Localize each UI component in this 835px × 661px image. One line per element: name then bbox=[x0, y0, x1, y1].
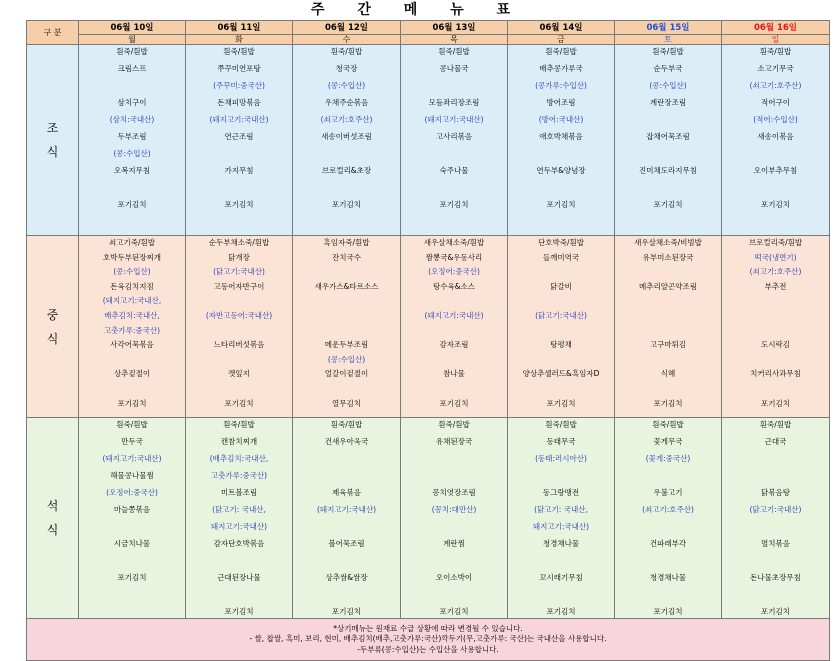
menu-item: 포기김치 bbox=[653, 607, 683, 616]
menu-item bbox=[508, 324, 614, 339]
menu-item bbox=[722, 588, 829, 605]
menu-item bbox=[722, 520, 829, 537]
dinner-day-0 bbox=[79, 418, 186, 619]
menu-item bbox=[722, 554, 829, 571]
menu-item: (오징어:중국산) bbox=[428, 267, 480, 277]
menu-item: 흰죽/흰밥 bbox=[223, 420, 255, 429]
menu-item: 얼갈이겉절이 bbox=[324, 369, 369, 379]
menu-item: 흰죽/흰밥 bbox=[438, 47, 470, 56]
menu-item: 상추겉절이 bbox=[113, 369, 151, 379]
menu-item: (돼지고기:국내산) bbox=[424, 310, 484, 320]
menu-item bbox=[722, 382, 829, 397]
weekday-thu: 목 bbox=[401, 35, 508, 45]
menu-item: 콩나물국 bbox=[439, 64, 469, 73]
menu-item: 돈채피망볶음 bbox=[217, 98, 261, 107]
menu-item bbox=[722, 353, 829, 368]
menu-item: 우불고기 bbox=[653, 488, 683, 497]
menu-item: 건새우아욱국 bbox=[324, 437, 369, 446]
footer-note-3: -두부류(콩:수입산)는 수입산을 사용합니다. bbox=[357, 644, 499, 654]
page-title: 주 간 메 뉴 표 bbox=[310, 2, 525, 18]
menu-item: 흰죽/흰밥 bbox=[330, 47, 363, 56]
menu-item bbox=[401, 147, 507, 164]
menu-item bbox=[508, 265, 614, 280]
menu-item: (콩가루:수입산) bbox=[535, 81, 587, 90]
menu-item: (돼지고기:국내산) bbox=[316, 505, 377, 514]
menu-item bbox=[508, 147, 614, 164]
menu-item: 들깨미역국 bbox=[542, 252, 580, 262]
menu-item: 브로컬리&초장 bbox=[321, 166, 372, 175]
menu-item: 청경채나물 bbox=[542, 539, 580, 548]
menu-item: 동태무국 bbox=[546, 437, 576, 446]
menu-item bbox=[508, 554, 614, 571]
menu-item: 돼지고기:국내산) bbox=[210, 522, 268, 531]
menu-item bbox=[508, 469, 614, 486]
menu-item: 치커리사과무침 bbox=[750, 369, 801, 379]
menu-item: 흰죽/흰밥 bbox=[759, 420, 792, 429]
menu-item: 포기김치 bbox=[224, 200, 254, 209]
menu-item: 꽃게무국 bbox=[653, 437, 683, 446]
menu-item: 볼어묵조림 bbox=[328, 539, 365, 548]
menu-item: 돼지고기:국내산) bbox=[532, 522, 590, 531]
dinner-day-6 bbox=[722, 418, 830, 619]
menu-item bbox=[293, 452, 400, 469]
menu-item: 오이부추무침 bbox=[753, 166, 798, 175]
menu-item: 시금치나물 bbox=[113, 539, 151, 548]
menu-item bbox=[293, 469, 400, 486]
lunch-label: 중 식 bbox=[27, 236, 79, 418]
menu-item: (콩:수입산) bbox=[649, 81, 687, 90]
menu-item bbox=[79, 382, 185, 397]
menu-item: (쇠고기:호주산) bbox=[320, 115, 373, 124]
menu-item bbox=[615, 469, 721, 486]
weekday-tue: 화 bbox=[186, 35, 293, 45]
menu-item: 열무김치 bbox=[332, 398, 361, 408]
menu-item: 고구마튀김 bbox=[649, 340, 687, 350]
lunch-day-4 bbox=[508, 236, 615, 418]
menu-item bbox=[293, 324, 400, 339]
menu-item: 감자단호박볶음 bbox=[213, 539, 265, 548]
menu-item bbox=[722, 147, 829, 164]
menu-item: 포기김치 bbox=[332, 607, 361, 616]
footer-note-1: *상기메뉴는 원재료 수급 상황에 따라 변경될 수 있습니다. bbox=[333, 623, 523, 633]
menu-item: 유부미소된장국 bbox=[642, 252, 694, 262]
menu-item: 돈나물초장무침 bbox=[750, 573, 801, 582]
footer-notes-row bbox=[27, 619, 830, 661]
menu-item bbox=[615, 588, 721, 605]
menu-item: (적어:수입산) bbox=[753, 115, 798, 124]
menu-item bbox=[615, 382, 721, 397]
menu-item: 호박두부된장찌개 bbox=[103, 252, 161, 262]
footer-note-2: - 쌀, 찹쌀, 흑미, 보리, 현미, 배추김치(배추,고춧가루:국산)깍두기(무,고춧가루: 국산)는 국내산을 사용합니다. bbox=[249, 634, 607, 644]
dinner-day-1 bbox=[186, 418, 293, 619]
menu-item: 포기김치 bbox=[332, 200, 361, 209]
menu-item: (삼치:국내산) bbox=[109, 115, 155, 124]
menu-item: 닭볶음탕 bbox=[761, 488, 790, 497]
menu-item: 쇠고기죽/흰밥 bbox=[109, 238, 155, 247]
menu-item: 제육볶음 bbox=[332, 488, 361, 497]
menu-item: 포기김치 bbox=[439, 200, 469, 209]
menu-item: 마늘쫑볶음 bbox=[113, 505, 151, 514]
breakfast-label: 조 식 bbox=[27, 45, 79, 236]
menu-item bbox=[722, 181, 829, 198]
menu-item: 포기김치 bbox=[117, 200, 147, 209]
menu-item: 흰죽/흰밥 bbox=[116, 420, 148, 429]
menu-item bbox=[722, 294, 829, 309]
menu-item bbox=[722, 469, 829, 486]
breakfast-day-4 bbox=[508, 45, 615, 236]
menu-item bbox=[722, 309, 829, 324]
weekday-header-row bbox=[27, 35, 830, 45]
menu-item bbox=[186, 294, 292, 309]
menu-item: 잔치국수 bbox=[332, 252, 361, 262]
menu-item: 새송이버섯조림 bbox=[321, 132, 372, 141]
menu-item: 고등어자반구이 bbox=[213, 281, 265, 291]
menu-item bbox=[186, 382, 292, 397]
menu-item: 쭈꾸미연포탕 bbox=[217, 64, 261, 73]
menu-item: (돼지고기:국내산) bbox=[102, 454, 162, 463]
menu-item: 흰죽/흰밥 bbox=[652, 47, 684, 56]
menu-item: (동태:러시아산) bbox=[535, 454, 587, 463]
category-header: 구 분 bbox=[27, 21, 79, 45]
dinner-day-5 bbox=[615, 418, 722, 619]
menu-item: 근대된장나물 bbox=[217, 573, 261, 582]
menu-item: 식혜 bbox=[660, 369, 676, 379]
menu-item: (쇠고기:호주산) bbox=[642, 505, 694, 514]
menu-item: 닭개장 bbox=[228, 252, 250, 262]
weekday-sat: 토 bbox=[615, 35, 722, 45]
menu-item bbox=[186, 353, 292, 368]
menu-item: 돈육김치지짐 bbox=[110, 281, 154, 291]
weekday-wed: 수 bbox=[293, 35, 401, 45]
weekday-mon: 월 bbox=[79, 35, 186, 45]
lunch-day-1 bbox=[186, 236, 293, 418]
menu-item bbox=[508, 181, 614, 198]
menu-item: 방어조림 bbox=[546, 98, 576, 107]
menu-item: 단호박죽/흰밥 bbox=[538, 238, 584, 247]
menu-item bbox=[401, 79, 507, 96]
dinner-row bbox=[27, 418, 830, 619]
menu-item: (오징어:중국산) bbox=[106, 488, 158, 497]
menu-item bbox=[186, 147, 292, 164]
menu-item bbox=[401, 469, 507, 486]
menu-item: 짬뽕국&우동사리 bbox=[425, 252, 483, 262]
menu-item: 가지무침 bbox=[224, 166, 254, 175]
menu-item: 고사리볶음 bbox=[435, 132, 473, 141]
menu-item: 배추콩가루국 bbox=[539, 64, 583, 73]
menu-item: 흰죽/흰밥 bbox=[330, 420, 363, 429]
menu-item: 도시락김 bbox=[761, 340, 790, 350]
menu-item: (닭고기:국내산) bbox=[749, 505, 802, 514]
lunch-day-3 bbox=[401, 236, 508, 418]
menu-item: 청경채나물 bbox=[649, 573, 687, 582]
menu-item bbox=[293, 554, 400, 571]
menu-item: 흰죽/흰밥 bbox=[545, 47, 577, 56]
breakfast-day-6 bbox=[722, 45, 830, 236]
menu-item: 크림스프 bbox=[117, 64, 147, 73]
menu-item bbox=[186, 324, 292, 339]
menu-item: 포기김치 bbox=[546, 607, 576, 616]
weekday-fri: 금 bbox=[508, 35, 615, 45]
menu-item bbox=[401, 554, 507, 571]
menu-item: 새우살채소죽/비빔밥 bbox=[634, 238, 702, 247]
menu-item: (콩:수입산) bbox=[113, 267, 151, 277]
menu-item: 애호박채볶음 bbox=[539, 132, 583, 141]
menu-item: 청국장 bbox=[335, 64, 358, 73]
menu-item bbox=[79, 79, 185, 96]
weekly-menu-table bbox=[26, 20, 830, 661]
menu-item: (배추김치:국내산, bbox=[209, 454, 269, 463]
menu-item: 모듬좌리장조림 bbox=[428, 98, 480, 107]
menu-item: 느타리버섯볶음 bbox=[213, 340, 265, 350]
menu-item: (콩:수입산) bbox=[327, 81, 366, 90]
menu-item: (꽁치:대만산) bbox=[431, 505, 477, 514]
menu-item: 배추김치:국내산, bbox=[104, 310, 160, 320]
menu-item: 포기김치 bbox=[546, 200, 576, 209]
menu-item bbox=[79, 181, 185, 198]
menu-item: 만두국 bbox=[121, 437, 143, 446]
menu-item: 양상추샐러드&흑임자D bbox=[522, 369, 600, 379]
menu-item: 소고기무국 bbox=[757, 64, 794, 73]
menu-item: 꽁치엿장조림 bbox=[432, 488, 476, 497]
menu-item bbox=[293, 181, 400, 198]
menu-item: 포기김치 bbox=[761, 607, 790, 616]
menu-item bbox=[293, 309, 400, 324]
meal-body bbox=[27, 45, 830, 619]
menu-item bbox=[401, 382, 507, 397]
menu-item: 떡국(냉면기) bbox=[754, 252, 797, 262]
menu-item: 포기김치 bbox=[653, 398, 683, 408]
date-sun: 06월 16일 bbox=[722, 21, 830, 35]
menu-item: 메추리알곤약조림 bbox=[639, 281, 697, 291]
menu-item: 캔참치찌개 bbox=[220, 437, 258, 446]
breakfast-day-5 bbox=[615, 45, 722, 236]
menu-item bbox=[722, 324, 829, 339]
menu-item: 새송이볶음 bbox=[757, 132, 794, 141]
menu-item: 흰죽/흰밥 bbox=[116, 47, 148, 56]
menu-item: 적어구이 bbox=[761, 98, 790, 107]
menu-item: (돼지고기:국내산) bbox=[424, 115, 484, 124]
menu-item: 숙주나물 bbox=[439, 166, 469, 175]
breakfast-day-1 bbox=[186, 45, 293, 236]
menu-item: 흰죽/흰밥 bbox=[759, 47, 792, 56]
menu-item: 깻잎지 bbox=[228, 369, 250, 379]
menu-item: 포기김치 bbox=[224, 607, 254, 616]
menu-item: 계란찜 bbox=[443, 539, 465, 548]
menu-item: 미트볼조림 bbox=[220, 488, 258, 497]
menu-item: 포기김치 bbox=[439, 607, 469, 616]
menu-item: 포기김치 bbox=[117, 398, 147, 408]
menu-item bbox=[615, 309, 721, 324]
menu-item bbox=[79, 520, 185, 537]
menu-item bbox=[722, 452, 829, 469]
menu-item: 흰죽/흰밥 bbox=[438, 420, 470, 429]
menu-item bbox=[401, 452, 507, 469]
dinner-day-2 bbox=[293, 418, 401, 619]
lunch-day-2 bbox=[293, 236, 401, 418]
menu-item bbox=[615, 324, 721, 339]
menu-item: 상추쌈&쌈장 bbox=[325, 573, 368, 582]
menu-item: (콩:수입산) bbox=[113, 149, 151, 158]
menu-item bbox=[508, 353, 614, 368]
menu-item: (쇠고기:호주산) bbox=[749, 267, 802, 277]
menu-item: 우채주순볶음 bbox=[324, 98, 369, 107]
breakfast-day-3 bbox=[401, 45, 508, 236]
menu-item bbox=[401, 588, 507, 605]
menu-item: 오복지무침 bbox=[113, 166, 151, 175]
menu-item: (콩:수입산) bbox=[327, 354, 366, 364]
menu-item: 동그랑땡전 bbox=[542, 488, 580, 497]
menu-item: 꼬시래기무침 bbox=[539, 573, 583, 582]
menu-item: 참나물 bbox=[443, 369, 465, 379]
menu-item: 포기김치 bbox=[761, 200, 790, 209]
menu-item: 새우가스&타르소스 bbox=[314, 281, 379, 291]
menu-item bbox=[293, 382, 400, 397]
menu-item: 탕수육&소스 bbox=[432, 281, 476, 291]
breakfast-day-0 bbox=[79, 45, 186, 236]
lunch-day-5 bbox=[615, 236, 722, 418]
menu-item: (닭고기:국내산) bbox=[535, 310, 587, 320]
menu-item: (쇠고기:호주산) bbox=[749, 81, 802, 90]
menu-item bbox=[615, 294, 721, 309]
menu-item: 탕평채 bbox=[550, 340, 572, 350]
menu-item: (방어:국내산) bbox=[538, 115, 584, 124]
menu-item: 유채된장국 bbox=[435, 437, 473, 446]
date-mon: 06월 10일 bbox=[79, 21, 186, 35]
menu-item bbox=[186, 588, 292, 605]
menu-item: 진미채도라지무침 bbox=[639, 166, 697, 175]
menu-item: 포기김치 bbox=[224, 398, 254, 408]
menu-item bbox=[401, 324, 507, 339]
menu-item: 흰죽/흰밥 bbox=[652, 420, 684, 429]
menu-item: (닭고기: 국내산, bbox=[534, 505, 588, 514]
menu-item bbox=[508, 382, 614, 397]
menu-item: 해물콩나물찜 bbox=[110, 471, 154, 480]
menu-item bbox=[186, 181, 292, 198]
menu-item bbox=[401, 294, 507, 309]
menu-item: 오이소박이 bbox=[435, 573, 473, 582]
menu-item bbox=[401, 181, 507, 198]
menu-item: 메운두부조림 bbox=[324, 340, 369, 350]
dinner-day-3 bbox=[401, 418, 508, 619]
menu-item: 포기김치 bbox=[117, 573, 147, 582]
menu-item bbox=[79, 554, 185, 571]
menu-item bbox=[508, 294, 614, 309]
menu-item: 흰죽/흰밥 bbox=[223, 47, 255, 56]
dinner-day-4 bbox=[508, 418, 615, 619]
menu-item bbox=[401, 353, 507, 368]
menu-item: 포기김치 bbox=[546, 398, 576, 408]
menu-item: 포기김치 bbox=[653, 200, 683, 209]
menu-item: (닭고기:국내산) bbox=[213, 267, 265, 277]
menu-item bbox=[615, 147, 721, 164]
menu-item bbox=[615, 265, 721, 280]
menu-item: 두부조림 bbox=[117, 132, 147, 141]
menu-item: 순두부채소죽/흰밥 bbox=[208, 238, 270, 247]
date-fri: 06월 14일 bbox=[508, 21, 615, 35]
menu-item: 고춧가루:중국산) bbox=[103, 325, 161, 335]
lunch-day-6 bbox=[722, 236, 830, 418]
menu-item: 감자조림 bbox=[439, 340, 469, 350]
menu-item: 근대국 bbox=[764, 437, 787, 446]
menu-item: 고춧가루:중국산) bbox=[210, 471, 268, 480]
menu-item: 포기김치 bbox=[439, 398, 469, 408]
footer-notes bbox=[27, 619, 830, 661]
menu-item bbox=[508, 588, 614, 605]
menu-item: (꽃게:중국산) bbox=[645, 454, 691, 463]
menu-item: 흰죽/흰밥 bbox=[545, 420, 577, 429]
date-sat: 06월 15일 bbox=[615, 21, 722, 35]
menu-item bbox=[615, 181, 721, 198]
lunch-day-0 bbox=[79, 236, 186, 418]
menu-item bbox=[615, 113, 721, 130]
dinner-label: 석 식 bbox=[27, 418, 79, 619]
menu-item: 계란장조림 bbox=[649, 98, 687, 107]
menu-item bbox=[293, 588, 400, 605]
menu-item: 닭갈비 bbox=[550, 281, 572, 291]
menu-item: 잡채어묵조림 bbox=[646, 132, 690, 141]
breakfast-day-2 bbox=[293, 45, 401, 236]
menu-item: 삼치구이 bbox=[117, 98, 147, 107]
menu-item: 건파래부각 bbox=[649, 539, 687, 548]
menu-item bbox=[186, 554, 292, 571]
date-thu: 06월 13일 bbox=[401, 21, 508, 35]
menu-item: (돼지고기:국내산) bbox=[209, 115, 269, 124]
date-header-row bbox=[27, 21, 830, 35]
menu-item bbox=[615, 520, 721, 537]
lunch-row bbox=[27, 236, 830, 418]
menu-item: 연근조림 bbox=[224, 132, 254, 141]
menu-item bbox=[79, 353, 185, 368]
menu-item: 사각어묵볶음 bbox=[110, 340, 154, 350]
menu-item bbox=[401, 520, 507, 537]
menu-item bbox=[293, 147, 400, 164]
menu-item: 순두부국 bbox=[653, 64, 683, 73]
menu-item bbox=[293, 520, 400, 537]
menu-item: 연두부&양념장 bbox=[536, 166, 586, 175]
menu-item: 브로컬리죽/흰밥 bbox=[748, 238, 803, 247]
weekday-sun: 일 bbox=[722, 35, 830, 45]
menu-item: (자반고등어:국내산) bbox=[205, 310, 273, 320]
date-tue: 06월 11일 bbox=[186, 21, 293, 35]
menu-item: 포기김치 bbox=[761, 398, 790, 408]
menu-item bbox=[293, 294, 400, 309]
menu-item: (주꾸미:중국산) bbox=[213, 81, 265, 90]
breakfast-row bbox=[27, 45, 830, 236]
menu-item: (닭고기: 국내산, bbox=[212, 505, 266, 514]
date-wed: 06월 12일 bbox=[293, 21, 401, 35]
menu-item: 멸치볶음 bbox=[761, 539, 790, 548]
menu-item: (돼지고기:국내산, bbox=[102, 296, 162, 306]
menu-item bbox=[615, 554, 721, 571]
menu-item bbox=[293, 265, 400, 280]
menu-item bbox=[615, 353, 721, 368]
menu-item: 흑임자죽/흰밥 bbox=[323, 238, 370, 247]
menu-item: 새우살채소죽/흰밥 bbox=[423, 238, 485, 247]
menu-item: 부추전 bbox=[764, 281, 787, 291]
